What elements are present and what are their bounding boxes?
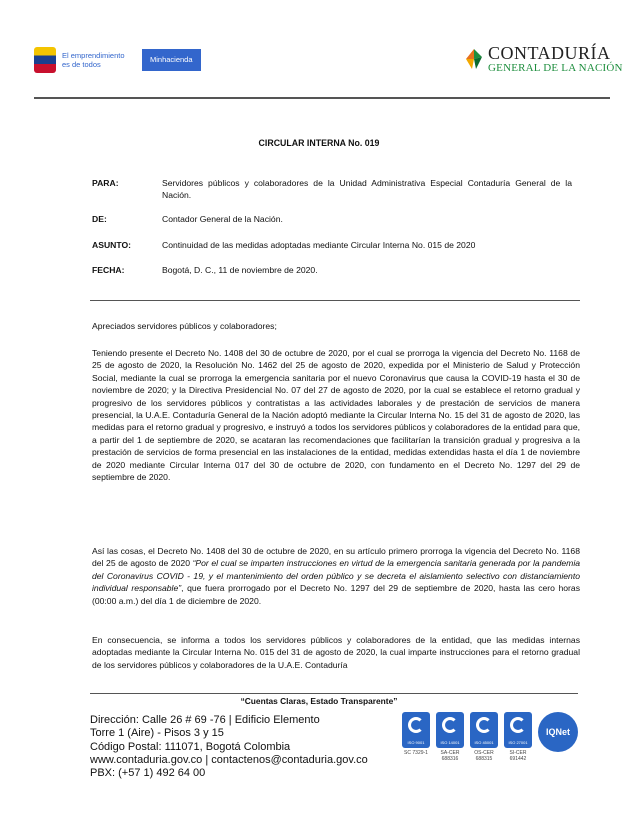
memo-rule [90, 300, 580, 301]
ministry-badge: Minhacienda [142, 49, 201, 71]
paragraph-2-text-b: , que fuera prorrogado por el Decreto No. 1297 del 29 de septiembre de 2020, hasta las cero horas (00:00 a.m.) del día 1 de diciembre de 2020. [92, 583, 580, 606]
contaduria-title: CONTADURÍA [488, 43, 611, 63]
greeting: Apreciados servidores públicos y colaboradores; [92, 321, 277, 331]
address-line: Código Postal: 111071, Bogotá Colombia [90, 740, 291, 753]
colombia-shield-icon [34, 47, 56, 73]
body-paragraph-2 [92, 545, 580, 607]
body-paragraph-1: Teniendo presente el Decreto No. 1408 del 30 de octubre de 2020, por el cual se prorroga la vigencia del Decreto No. 1168 de 25 de agosto de 2020, la Resolución No. 1462 del 25 de agosto de 2020, expedida por el Ministerio de Salud y Protección Social, mediante la cual se prorroga la emergencia sanitaria por el nuevo Coronavirus que causa la COVID-19 hasta el 30 de noviembre de 2020; y la Directiva Presidencial No. 07 del 27 de agosto de 2020, por la cual se establece el retorno gradual y progresivo de los servidores públicos y contratistas a las actividades laborales y de prestación de servicios de manera presencial, la U.A.E. Contaduría General de la Nación adoptó mediante la Circular Interna No. 15 del 31 de agosto de 2020, las medidas para el retorno gradual y progresivo, e instruyó a todos los servidores públicos y colaboradores de la entidad para que, a partir del 1 de septiembre de 2020, se acataran las recomendaciones que facilitarían la transición gradual y progresiva a la prestación de servicios de forma presencial en las instalaciones de la entidad, medidas extendidas hasta el día 1 de noviembre de 2020 mediante Circular Interna 017 del 30 de octubre de 2020, con fundamento en el Decreto No. 1297 del 29 de septiembre de 2020. [92, 348, 580, 483]
icontec-icon [470, 712, 498, 748]
iqnet-icon [538, 712, 578, 752]
address-line: Torre 1 (Aire) - Pisos 3 y 15 [90, 727, 224, 740]
cert-number: OS-CER 688315 [474, 750, 494, 762]
field-value-para: Servidores públicos y colaboradores de la Unidad Administrativa Especial Contaduría General de la Nación. [162, 178, 572, 200]
paragraph-2-quote: “Por el cual se imparten instrucciones en virtud de la emergencia sanitaria generada por la pandemia del Coronavirus COVID - 19, y el mantenimiento del orden público y se decreta el aislamiento selectivo con distanciamiento individual responsable” [92, 558, 581, 594]
footer-motto: “Cuentas Claras, Estado Transparente” [240, 696, 398, 706]
header-rule [34, 97, 610, 99]
certification-badge [470, 712, 498, 762]
government-slogan: El emprendimiento es de todos [62, 51, 125, 69]
cert-standard: ISO 9001 [407, 740, 425, 745]
cert-standard: ISO 14001 [440, 740, 460, 745]
field-label-fecha: FECHA: [92, 265, 125, 275]
certification-logos [402, 712, 578, 762]
footer-rule [90, 693, 578, 694]
icontec-icon [402, 712, 430, 748]
cert-number: SI-CER 691442 [509, 750, 527, 762]
certification-badge [504, 712, 532, 762]
body-paragraph-3: En consecuencia, se informa a todos los servidores públicos y colaboradores de la entidad, que las medidas internas adoptadas mediante la Circular Interna No. 015 del 31 de agosto de 2020, la cual imparte instrucciones para el retorno gradual de los servidores públicos y colaboradores de la U.A.E. Contaduría [92, 635, 580, 670]
cert-number: SC 7329-1 [404, 750, 428, 756]
icontec-icon [436, 712, 464, 748]
field-label-asunto: ASUNTO: [92, 240, 131, 250]
cert-number: SA-CER 688316 [440, 750, 460, 762]
address-line: Dirección: Calle 26 # 69 -76 | Edificio Elemento [90, 714, 320, 726]
field-label-de: DE: [92, 214, 107, 224]
paragraph-2-text-a: Así las cosas, el Decreto No. 1408 del 30 de octubre de 2020, en su artículo primero prorroga la vigencia del Decreto No. 1168 del 25 de agosto de 2020 [92, 546, 580, 569]
cert-standard: ISO 27001 [508, 740, 528, 745]
document-title: CIRCULAR INTERNA No. 019 [258, 138, 380, 148]
government-logo [34, 47, 201, 73]
icontec-icon [504, 712, 532, 748]
certification-badge [402, 712, 430, 762]
contaduria-subtitle: GENERAL DE LA NACIÓN [488, 62, 623, 74]
footer-address [90, 714, 368, 780]
cert-standard: ISO 45001 [474, 740, 494, 745]
phone-line: PBX: (+57 1) 492 64 00 [90, 767, 206, 780]
field-value-asunto: Continuidad de las medidas adoptadas mediante Circular Interna No. 015 de 2020 [162, 240, 476, 250]
contaduria-logo [462, 44, 623, 74]
field-value-de: Contador General de la Nación. [162, 214, 283, 224]
certification-badge [436, 712, 464, 762]
field-value-fecha: Bogotá, D. C., 11 de noviembre de 2020. [162, 265, 318, 275]
field-label-para: PARA: [92, 178, 119, 188]
iqnet-label: IQNet [545, 727, 570, 737]
website-contact-line[interactable]: www.contaduria.gov.co | contactenos@contaduria.gov.co [90, 753, 368, 766]
contaduria-leaf-icon [462, 45, 484, 73]
